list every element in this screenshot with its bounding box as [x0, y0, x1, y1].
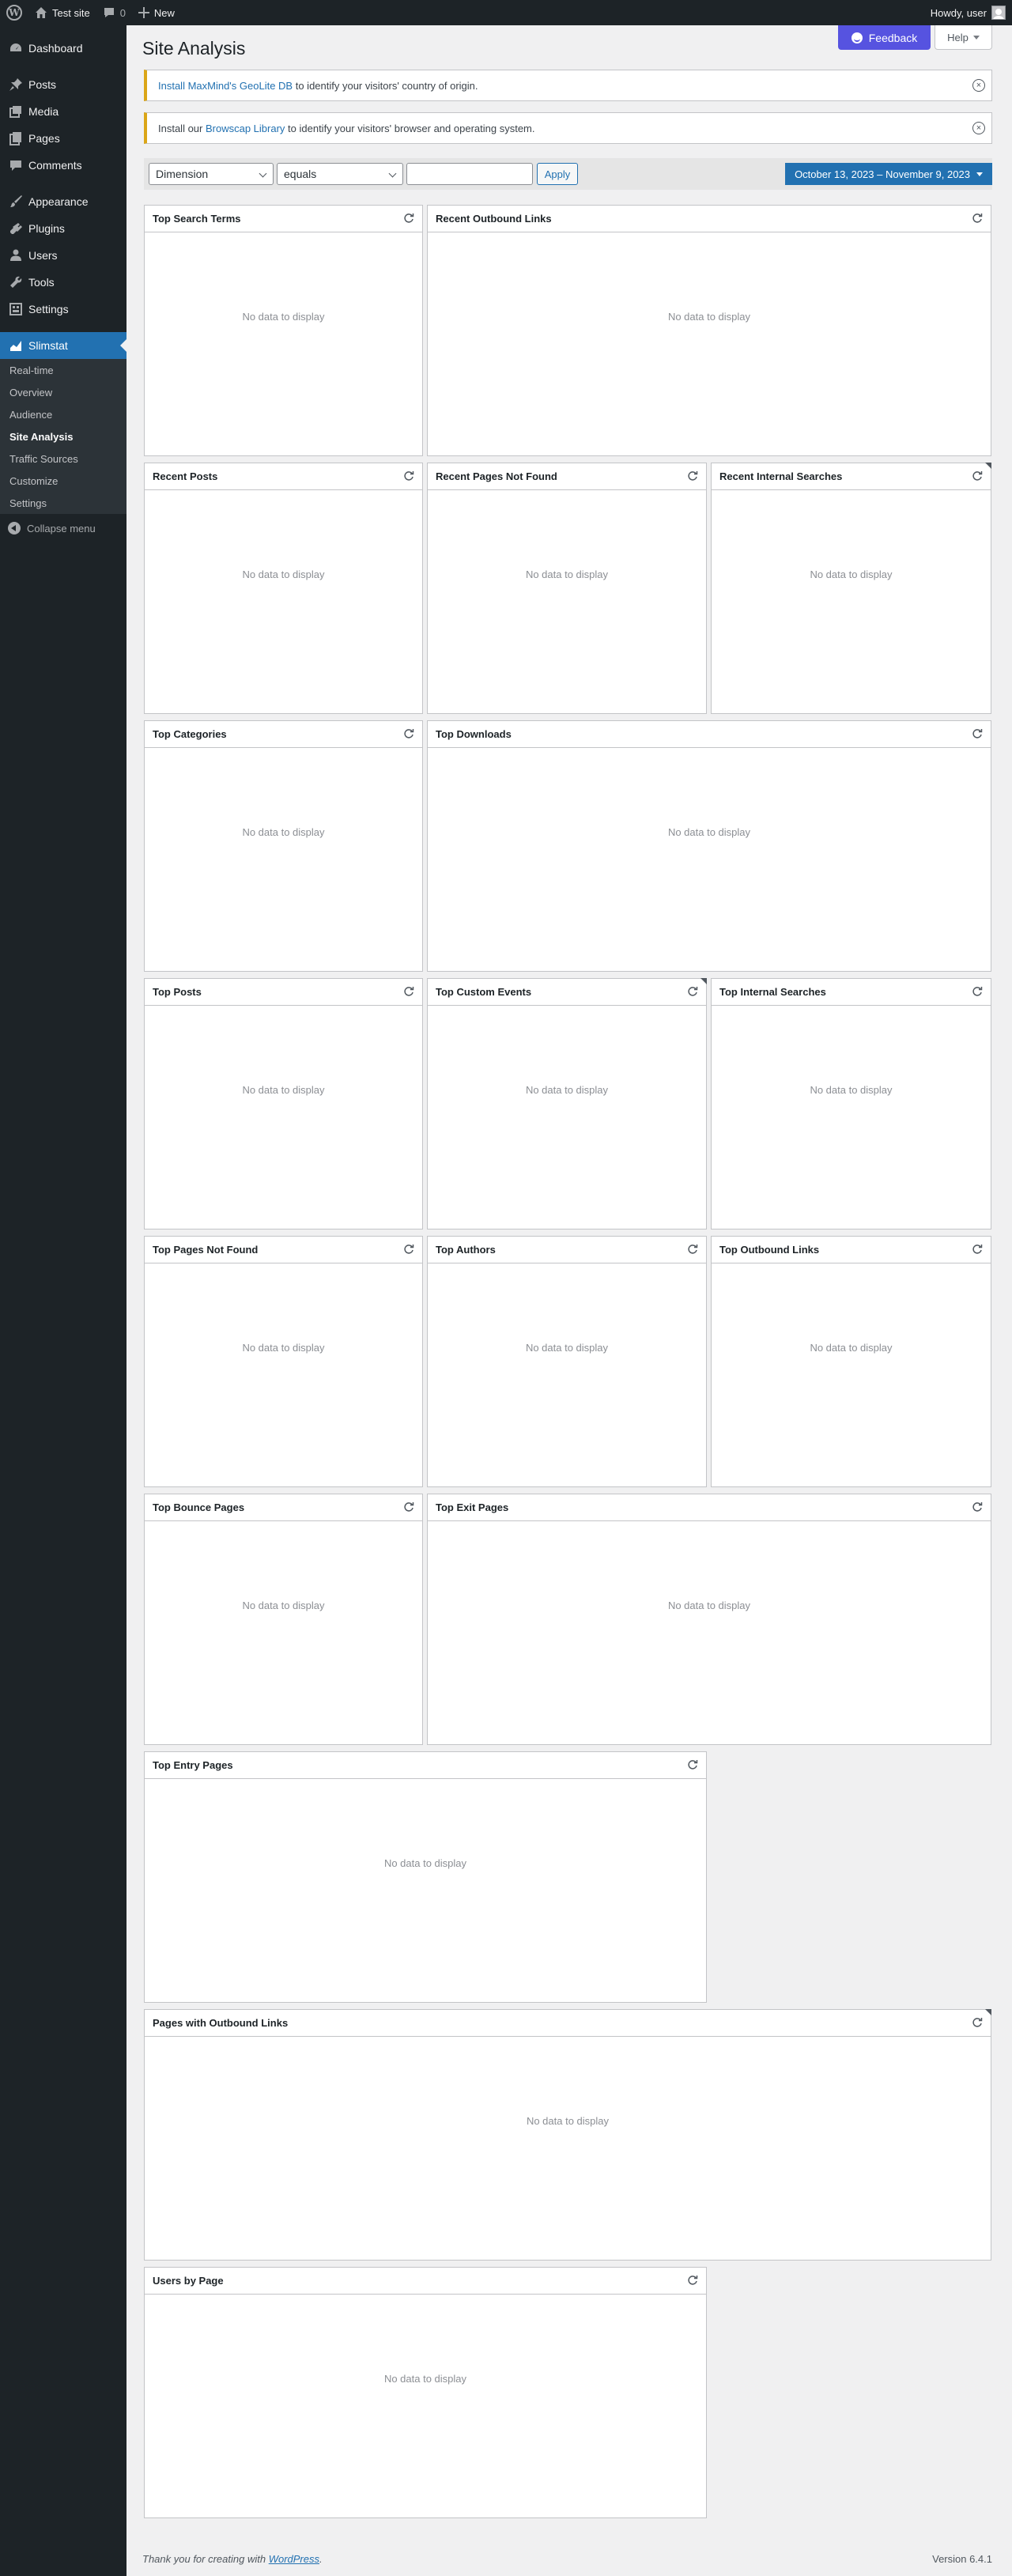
refresh-icon[interactable]: [972, 1501, 983, 1513]
empty-message: No data to display: [810, 1342, 893, 1354]
settings-icon: [8, 301, 24, 317]
empty-message: No data to display: [242, 826, 325, 838]
report-pages-with-outbound-links: [144, 2009, 991, 2261]
report-recent-outbound-links: [427, 205, 991, 456]
empty-message: No data to display: [242, 1084, 325, 1096]
help-button[interactable]: [935, 25, 992, 50]
filter-value-input[interactable]: [406, 163, 533, 185]
howdy-text: Howdy, user: [930, 6, 987, 19]
empty-message: No data to display: [667, 826, 751, 838]
footer-thanks: [142, 2553, 323, 2565]
empty-message: No data to display: [242, 311, 325, 323]
chevron-down-icon: [389, 170, 397, 178]
report-title: Top Downloads: [436, 728, 512, 740]
new-label: New: [153, 6, 175, 19]
notice-text: to identify your visitors' browser and operating system.: [285, 122, 535, 134]
notice-prefix: Install our: [158, 122, 206, 134]
operator-select[interactable]: [277, 163, 403, 185]
admin-bar: [0, 0, 1012, 25]
report-title: Top Entry Pages: [153, 1759, 233, 1771]
slimstat-submenu: [0, 359, 126, 514]
report-recent-posts: [144, 463, 423, 714]
plug-icon: [8, 221, 24, 236]
avatar: [991, 6, 1006, 20]
caret-down-icon: [973, 36, 980, 40]
menu-item-media[interactable]: [0, 98, 126, 125]
report-top-exit-pages: [427, 1494, 991, 1745]
report-title: Top Pages Not Found: [153, 1244, 259, 1256]
collapse-label: Collapse menu: [27, 522, 96, 534]
apply-button[interactable]: Apply: [537, 163, 578, 185]
menu-item-tools[interactable]: [0, 269, 126, 296]
menu-label: Tools: [28, 276, 55, 289]
report-top-pages-not-found: [144, 1236, 423, 1487]
home-icon: [35, 6, 47, 19]
report-title: Recent Outbound Links: [436, 213, 552, 225]
menu-item-comments[interactable]: [0, 152, 126, 179]
menu-label: Comments: [28, 159, 82, 172]
empty-message: No data to display: [525, 568, 609, 580]
empty-message: No data to display: [242, 1342, 325, 1354]
refresh-icon[interactable]: [972, 2017, 983, 2028]
refresh-icon[interactable]: [403, 1501, 414, 1513]
report-title: Recent Pages Not Found: [436, 470, 557, 482]
menu-label: Appearance: [28, 195, 89, 208]
menu-item-dashboard[interactable]: [0, 35, 126, 62]
site-name: Test site: [52, 6, 90, 19]
report-top-internal-searches: [711, 978, 991, 1229]
notice-text: to identify your visitors' country of origin.: [293, 79, 478, 92]
dismiss-icon[interactable]: ×: [972, 122, 985, 134]
report-top-search-terms: [144, 205, 423, 456]
caret-down-icon: [976, 172, 983, 176]
empty-message: No data to display: [383, 1857, 467, 1869]
report-top-custom-events: [427, 978, 707, 1229]
dismiss-icon[interactable]: ×: [972, 79, 985, 92]
wordpress-link[interactable]: WordPress: [268, 2553, 319, 2565]
submenu-item-overview[interactable]: Overview: [9, 386, 53, 398]
menu-label: Pages: [28, 132, 60, 145]
users-icon: [8, 247, 24, 263]
install-geolite-link[interactable]: Install MaxMind's GeoLite DB: [158, 79, 293, 92]
refresh-icon[interactable]: [687, 1759, 698, 1770]
report-title: Top Internal Searches: [719, 986, 826, 998]
empty-message: No data to display: [526, 2115, 610, 2127]
pages-icon: [8, 130, 24, 146]
feedback-label: Feedback: [868, 31, 918, 44]
report-title: Top Categories: [153, 728, 227, 740]
site-name-menu[interactable]: [28, 0, 96, 25]
refresh-icon[interactable]: [687, 1244, 698, 1255]
wordpress-logo-menu[interactable]: [0, 0, 28, 25]
menu-label: Plugins: [28, 222, 65, 235]
report-title: Top Exit Pages: [436, 1501, 509, 1513]
empty-message: No data to display: [242, 568, 325, 580]
empty-message: No data to display: [810, 1084, 893, 1096]
dimension-value: Dimension: [156, 168, 209, 180]
refresh-icon[interactable]: [687, 2275, 698, 2286]
report-recent-pages-not-found: [427, 463, 707, 714]
report-recent-internal-searches: [711, 463, 991, 714]
report-title: Top Bounce Pages: [153, 1501, 245, 1513]
report-top-outbound-links: [711, 1236, 991, 1487]
submenu-item-real-time[interactable]: Real-time: [9, 364, 54, 376]
pin-icon: [8, 77, 24, 93]
report-title: Users by Page: [153, 2275, 224, 2287]
empty-message: No data to display: [242, 1600, 325, 1611]
dashboard-icon: [8, 40, 24, 56]
submenu-item-audience[interactable]: Audience: [9, 408, 53, 421]
menu-item-settings[interactable]: [0, 296, 126, 323]
report-top-posts: [144, 978, 423, 1229]
filter-bar: [144, 158, 992, 190]
report-title: Top Outbound Links: [719, 1244, 820, 1256]
collapse-icon: [8, 522, 21, 534]
dimension-select[interactable]: [149, 163, 274, 185]
report-top-downloads: [427, 720, 991, 972]
submenu-item-traffic-sources[interactable]: Traffic Sources: [9, 452, 78, 465]
menu-item-pages[interactable]: [0, 125, 126, 152]
refresh-icon[interactable]: [687, 470, 698, 482]
empty-message: No data to display: [810, 568, 893, 580]
menu-label: Users: [28, 249, 58, 262]
browscap-notice: [144, 112, 992, 144]
report-top-bounce-pages: [144, 1494, 423, 1745]
report-title: Pages with Outbound Links: [153, 2017, 289, 2029]
menu-label: Dashboard: [28, 42, 83, 55]
refresh-icon[interactable]: [403, 213, 414, 224]
comment-bubble-icon: [103, 6, 115, 19]
menu-item-slimstat[interactable]: [0, 332, 126, 359]
report-title: Recent Posts: [153, 470, 218, 482]
refresh-icon[interactable]: [972, 728, 983, 739]
date-range-button[interactable]: [785, 163, 992, 185]
submenu-item-site-analysis[interactable]: Site Analysis: [9, 430, 74, 443]
chart-icon: [8, 338, 24, 353]
refresh-icon[interactable]: [403, 470, 414, 482]
menu-item-appearance[interactable]: [0, 188, 126, 215]
report-title: Recent Internal Searches: [719, 470, 843, 482]
page-title: Site Analysis: [142, 38, 246, 59]
empty-message: No data to display: [525, 1084, 609, 1096]
comment-icon: [8, 157, 24, 173]
menu-item-posts[interactable]: [0, 71, 126, 98]
comments-menu[interactable]: [96, 0, 132, 25]
refresh-icon[interactable]: [403, 728, 414, 739]
menu-label: Settings: [28, 303, 69, 315]
wrench-icon: [8, 274, 24, 290]
my-account-menu[interactable]: [931, 6, 1012, 20]
submenu-item-settings[interactable]: Settings: [9, 497, 47, 509]
collapse-menu-button[interactable]: [0, 514, 126, 542]
feedback-button[interactable]: [838, 25, 931, 50]
empty-message: No data to display: [667, 311, 751, 323]
report-title: Top Posts: [153, 986, 202, 998]
menu-label: Posts: [28, 78, 57, 91]
menu-label: Slimstat: [28, 339, 68, 352]
geolite-notice: [144, 70, 992, 101]
admin-sidebar: [0, 25, 126, 2576]
footer-thanks-prefix: Thank you for creating with: [142, 2553, 269, 2565]
refresh-icon[interactable]: [403, 986, 414, 997]
comments-count: 0: [119, 6, 126, 19]
refresh-icon[interactable]: [403, 1244, 414, 1255]
submenu-item-customize[interactable]: Customize: [9, 474, 59, 487]
smiley-icon: [852, 32, 863, 43]
browscap-library-link[interactable]: Browscap Library: [205, 122, 285, 134]
report-top-authors: [427, 1236, 707, 1487]
report-users-by-page: [144, 2267, 707, 2518]
report-title: Top Search Terms: [153, 213, 241, 225]
refresh-icon[interactable]: [687, 986, 698, 997]
plus-icon: [138, 7, 149, 18]
empty-message: No data to display: [383, 2373, 467, 2385]
menu-item-plugins[interactable]: [0, 215, 126, 242]
brush-icon: [8, 194, 24, 210]
menu-label: Media: [28, 105, 59, 118]
chevron-down-icon: [259, 170, 267, 178]
report-title: Top Authors: [436, 1244, 496, 1256]
refresh-icon[interactable]: [972, 1244, 983, 1255]
footer-thanks-suffix: .: [319, 2553, 323, 2565]
report-title: Top Custom Events: [436, 986, 532, 998]
empty-message: No data to display: [667, 1600, 751, 1611]
refresh-icon[interactable]: [972, 470, 983, 482]
operator-value: equals: [284, 168, 317, 180]
refresh-icon[interactable]: [972, 213, 983, 224]
new-content-menu[interactable]: [132, 0, 181, 25]
report-top-categories: [144, 720, 423, 972]
wordpress-logo-icon: W: [6, 5, 22, 21]
empty-message: No data to display: [525, 1342, 609, 1354]
footer-version: Version 6.4.1: [932, 2553, 992, 2565]
media-icon: [8, 104, 24, 119]
help-label: Help: [947, 31, 969, 43]
refresh-icon[interactable]: [972, 986, 983, 997]
date-range-label: October 13, 2023 – November 9, 2023: [795, 168, 970, 180]
report-top-entry-pages: [144, 1751, 707, 2003]
menu-item-users[interactable]: [0, 242, 126, 269]
